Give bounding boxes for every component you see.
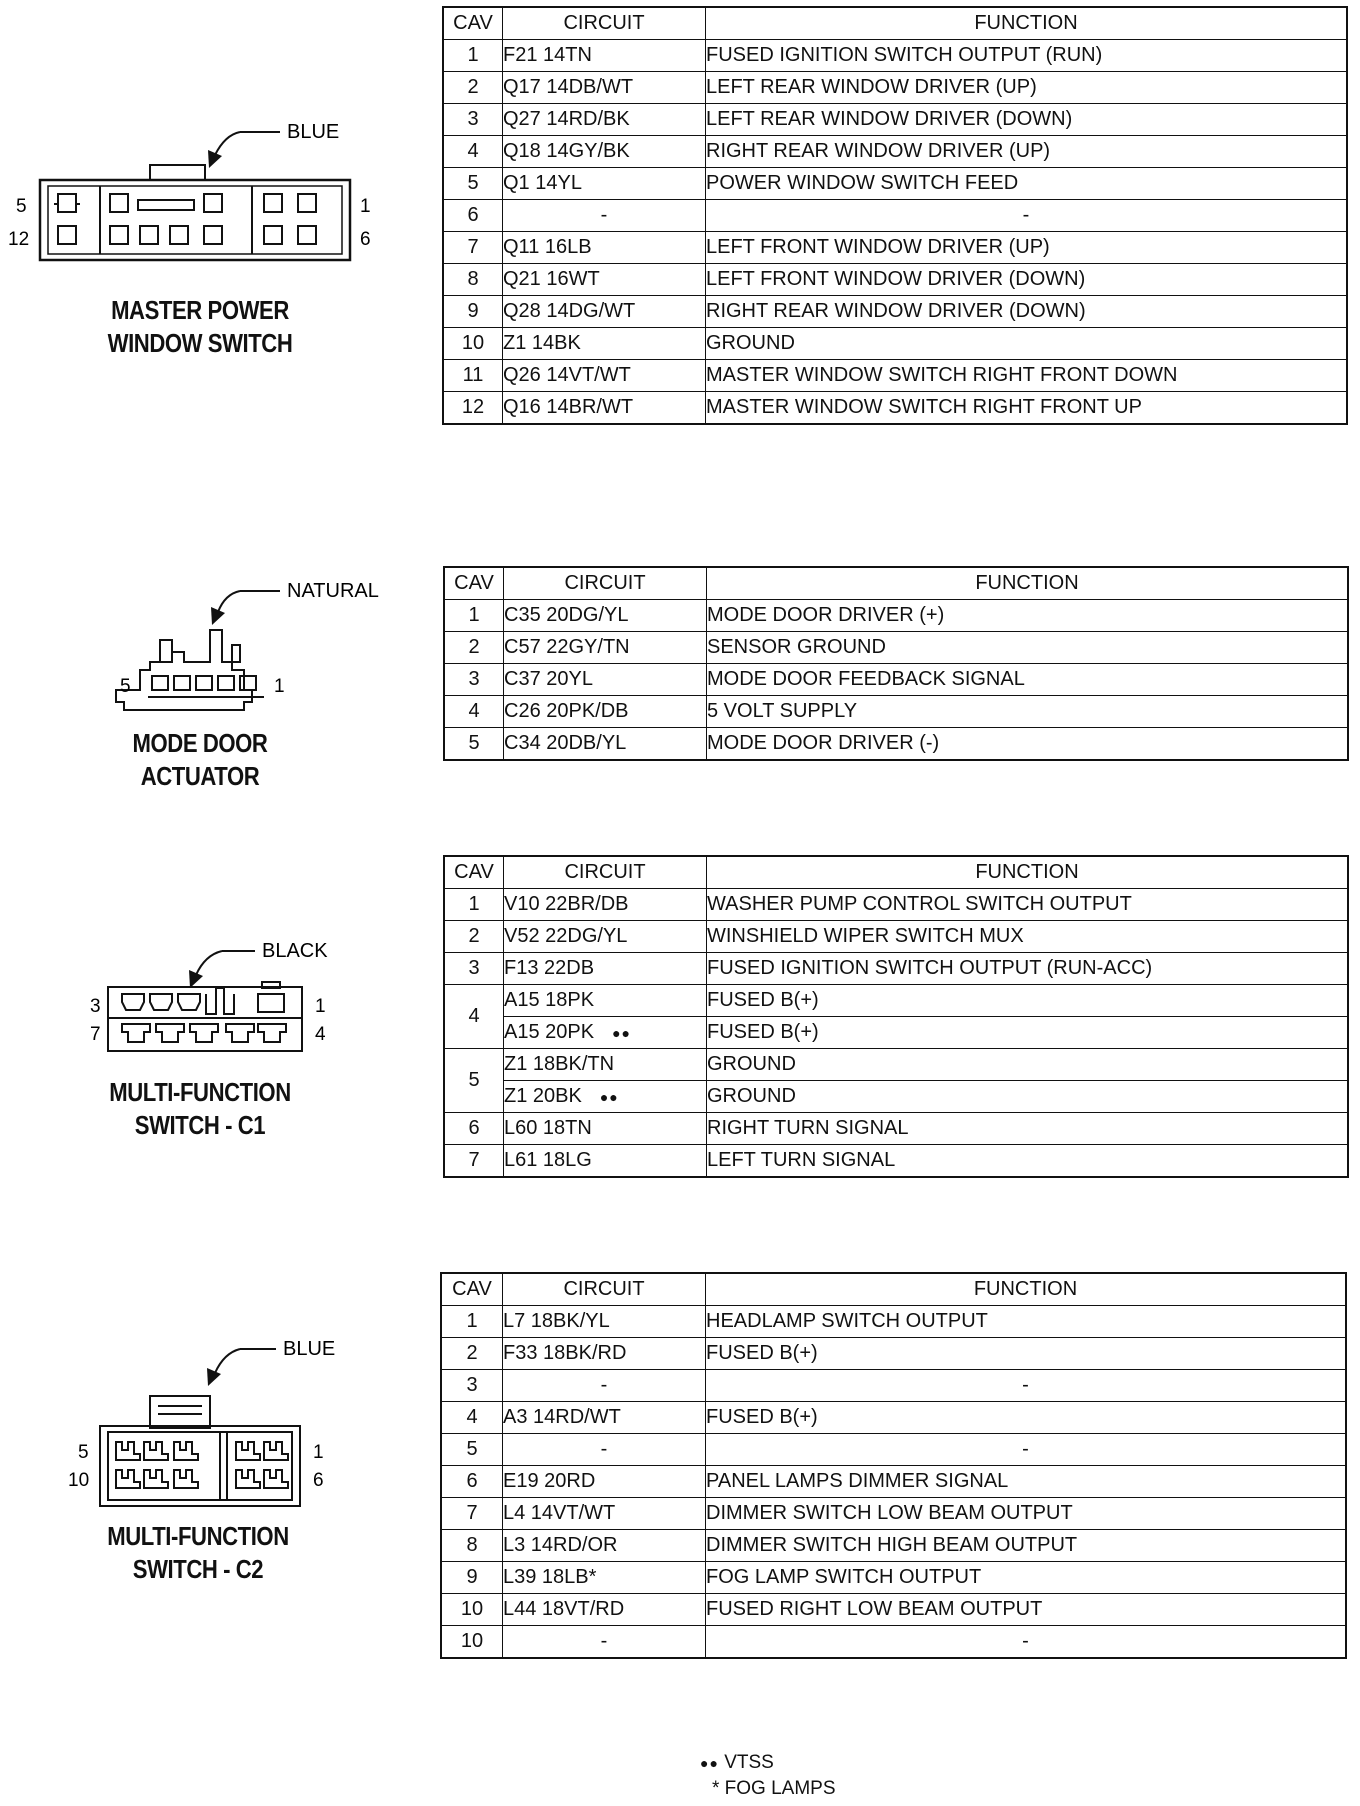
cell-function: RIGHT REAR WINDOW DRIVER (DOWN) — [706, 296, 1348, 328]
cell-cav: 4 — [444, 696, 504, 728]
table-header-row — [441, 1273, 1346, 1306]
title-line-1: MODE DOOR — [132, 728, 268, 758]
circuit-text: - — [600, 1630, 608, 1652]
cell-function: - — [706, 1370, 1347, 1402]
cell-function: LEFT FRONT WINDOW DRIVER (DOWN) — [706, 264, 1348, 296]
cell-circuit — [504, 1081, 707, 1113]
cell-circuit — [503, 1466, 706, 1498]
circuit-text: F21 14TN — [503, 44, 592, 66]
table-row — [441, 1594, 1346, 1626]
cell-circuit — [504, 632, 707, 664]
table-row — [441, 1466, 1346, 1498]
cell-cav: 2 — [441, 1338, 503, 1370]
cell-cav: 4 — [441, 1402, 503, 1434]
cell-cav: 10 — [441, 1626, 503, 1659]
cell-function: - — [706, 1626, 1347, 1659]
cell-cav: 7 — [444, 1145, 504, 1178]
cell-cav: 1 — [443, 40, 503, 72]
pin-label-right-bottom: 6 — [360, 229, 371, 250]
cell-circuit — [504, 1145, 707, 1178]
cell-function: MODE DOOR DRIVER (-) — [707, 728, 1349, 761]
circuit-text: Q28 14DG/WT — [503, 300, 636, 322]
header-cav: CAV — [444, 567, 504, 600]
cell-circuit — [503, 72, 706, 104]
table-row — [443, 264, 1347, 296]
vtss-marker-icon: ●● — [700, 1755, 719, 1771]
cell-circuit — [503, 1434, 706, 1466]
cell-circuit — [503, 40, 706, 72]
cell-cav: 4 — [443, 136, 503, 168]
connector-drawing — [0, 0, 440, 1600]
table-row — [444, 1145, 1348, 1178]
footnote-vtss — [700, 1750, 836, 1776]
circuit-text: L44 18VT/RD — [503, 1598, 625, 1620]
table-header-row — [444, 567, 1348, 600]
header-cav: CAV — [443, 7, 503, 40]
header-function: FUNCTION — [706, 7, 1348, 40]
cell-cav: 5 — [443, 168, 503, 200]
cell-function: 5 VOLT SUPPLY — [707, 696, 1349, 728]
circuit-text: V52 22DG/YL — [504, 925, 628, 947]
cell-cav: 6 — [441, 1466, 503, 1498]
pin-label-right-top: 1 — [315, 996, 326, 1017]
cell-circuit — [503, 1626, 706, 1659]
cell-function: GROUND — [706, 328, 1348, 360]
cell-cav: 2 — [443, 72, 503, 104]
table-row — [444, 1113, 1348, 1145]
cell-circuit — [503, 1306, 706, 1338]
cell-function: RIGHT TURN SIGNAL — [707, 1113, 1349, 1145]
cell-function: FUSED B(+) — [707, 1017, 1349, 1049]
color-label: BLACK — [262, 940, 328, 962]
table-row — [443, 40, 1347, 72]
cell-function: WINSHIELD WIPER SWITCH MUX — [707, 921, 1349, 953]
table-row — [441, 1306, 1346, 1338]
table-row — [444, 921, 1348, 953]
pin-label-left-bottom: 12 — [8, 229, 30, 250]
table-row — [443, 328, 1347, 360]
table-row — [441, 1562, 1346, 1594]
cell-function: MASTER WINDOW SWITCH RIGHT FRONT DOWN — [706, 360, 1348, 392]
cell-circuit — [503, 232, 706, 264]
table-row — [443, 232, 1347, 264]
table-row — [444, 632, 1348, 664]
circuit-text: Z1 14BK — [503, 332, 581, 354]
table-row — [443, 104, 1347, 136]
cell-cav: 1 — [441, 1306, 503, 1338]
circuit-text: L60 18TN — [504, 1117, 592, 1139]
circuit-text: A3 14RD/WT — [503, 1406, 621, 1428]
table-row — [443, 296, 1347, 328]
header-function: FUNCTION — [706, 1273, 1347, 1306]
circuit-text: Q18 14GY/BK — [503, 140, 630, 162]
table-row — [444, 953, 1348, 985]
cell-circuit — [504, 953, 707, 985]
circuit-text: L3 14RD/OR — [503, 1534, 618, 1556]
circuit-text: C26 20PK/DB — [504, 700, 629, 722]
cell-circuit — [503, 1370, 706, 1402]
cell-circuit — [504, 921, 707, 953]
table-row — [443, 200, 1347, 232]
pin-label-left-top: 5 — [16, 196, 27, 217]
table-row — [443, 360, 1347, 392]
header-function: FUNCTION — [707, 856, 1349, 889]
cell-circuit — [503, 200, 706, 232]
cell-cav: 11 — [443, 360, 503, 392]
cell-function: RIGHT REAR WINDOW DRIVER (UP) — [706, 136, 1348, 168]
cell-circuit — [503, 264, 706, 296]
title-line-1: MASTER POWER — [111, 295, 289, 325]
cell-circuit — [503, 1338, 706, 1370]
cell-circuit — [503, 104, 706, 136]
circuit-text: F13 22DB — [504, 957, 595, 979]
circuit-text: E19 20RD — [503, 1470, 596, 1492]
vtss-marker-icon: ●● — [612, 1025, 631, 1041]
pin-label-left: 5 — [120, 676, 131, 697]
table-row — [444, 696, 1348, 728]
cell-circuit — [503, 1562, 706, 1594]
circuit-text: Q17 14DB/WT — [503, 76, 634, 98]
cell-function: WASHER PUMP CONTROL SWITCH OUTPUT — [707, 889, 1349, 921]
cell-cav: 5 — [444, 728, 504, 761]
pin-label-right-top: 1 — [360, 196, 371, 217]
color-label: NATURAL — [287, 580, 379, 602]
vtss-label: VTSS — [724, 1752, 774, 1773]
circuit-text: L4 14VT/WT — [503, 1502, 616, 1524]
cell-cav: 10 — [441, 1594, 503, 1626]
cell-circuit — [504, 889, 707, 921]
cell-function: HEADLAMP SWITCH OUTPUT — [706, 1306, 1347, 1338]
circuit-text: Q16 14BR/WT — [503, 396, 634, 418]
cell-function: FUSED B(+) — [706, 1338, 1347, 1370]
header-circuit: CIRCUIT — [504, 567, 707, 600]
pin-label-left-bottom: 7 — [90, 1024, 101, 1045]
cell-function: MASTER WINDOW SWITCH RIGHT FRONT UP — [706, 392, 1348, 425]
circuit-text: Z1 20BK — [504, 1085, 582, 1107]
circuit-text: V10 22BR/DB — [504, 893, 629, 915]
cell-circuit — [504, 1113, 707, 1145]
table-row — [441, 1434, 1346, 1466]
title-line-2: ACTUATOR — [140, 761, 260, 791]
pin-label-right-bottom: 6 — [313, 1470, 324, 1491]
connector-title — [105, 1520, 292, 1586]
pin-label-right-top: 1 — [313, 1442, 324, 1463]
table-header-row — [443, 7, 1347, 40]
table-row — [444, 728, 1348, 761]
cell-function: GROUND — [707, 1081, 1349, 1113]
cell-circuit — [504, 664, 707, 696]
circuit-text: C34 20DB/YL — [504, 732, 627, 754]
cell-function: FOG LAMP SWITCH OUTPUT — [706, 1562, 1347, 1594]
table-row — [443, 168, 1347, 200]
circuit-text: C37 20YL — [504, 668, 593, 690]
cell-cav: 5 — [441, 1434, 503, 1466]
table-row — [444, 889, 1348, 921]
circuit-text: Q1 14YL — [503, 172, 582, 194]
table-row — [441, 1338, 1346, 1370]
cell-cav: 8 — [441, 1530, 503, 1562]
table-row — [441, 1402, 1346, 1434]
cell-cav: 7 — [441, 1498, 503, 1530]
cell-cav: 8 — [443, 264, 503, 296]
footnote-fog-lamps: * FOG LAMPS — [712, 1778, 836, 1799]
circuit-text: F33 18BK/RD — [503, 1342, 627, 1364]
pinout-table — [443, 566, 1349, 761]
pin-label-right: 1 — [274, 676, 285, 697]
cell-function: - — [706, 200, 1348, 232]
vtss-marker-icon: ●● — [599, 1089, 619, 1105]
cell-function: MODE DOOR FEEDBACK SIGNAL — [707, 664, 1349, 696]
table-row — [441, 1626, 1346, 1659]
color-label: BLUE — [287, 121, 340, 143]
header-circuit: CIRCUIT — [503, 1273, 706, 1306]
cell-function: MODE DOOR DRIVER (+) — [707, 600, 1349, 632]
title-line-1: MULTI-FUNCTION — [107, 1521, 289, 1551]
circuit-text: L61 18LG — [504, 1149, 592, 1171]
table-row — [443, 392, 1347, 425]
cell-cav: 6 — [444, 1113, 504, 1145]
pin-label-right-bottom: 4 — [315, 1024, 326, 1045]
cell-cav: 4 — [444, 985, 504, 1049]
cell-cav: 9 — [441, 1562, 503, 1594]
circuit-text: C35 20DG/YL — [504, 604, 629, 626]
cell-cav: 1 — [444, 600, 504, 632]
header-cav: CAV — [441, 1273, 503, 1306]
title-line-2: SWITCH - C1 — [134, 1110, 266, 1140]
cell-function: FUSED RIGHT LOW BEAM OUTPUT — [706, 1594, 1347, 1626]
pin-label-left-top: 3 — [90, 996, 101, 1017]
cell-cav: 7 — [443, 232, 503, 264]
table-header-row — [444, 856, 1348, 889]
cell-circuit — [503, 1594, 706, 1626]
cell-circuit — [503, 328, 706, 360]
header-function: FUNCTION — [707, 567, 1349, 600]
pin-label-left-bottom: 10 — [68, 1470, 90, 1491]
table-row — [444, 664, 1348, 696]
circuit-text: L39 18LB* — [503, 1566, 597, 1588]
circuit-text: C57 22GY/TN — [504, 636, 630, 658]
circuit-text: Q11 16LB — [503, 236, 592, 258]
cell-function: POWER WINDOW SWITCH FEED — [706, 168, 1348, 200]
cell-function: - — [706, 1434, 1347, 1466]
cell-circuit — [504, 600, 707, 632]
footnotes — [700, 1750, 836, 1802]
cell-function: FUSED IGNITION SWITCH OUTPUT (RUN) — [706, 40, 1348, 72]
cell-function: SENSOR GROUND — [707, 632, 1349, 664]
cell-function: LEFT REAR WINDOW DRIVER (UP) — [706, 72, 1348, 104]
cell-circuit — [504, 1017, 707, 1049]
cell-function: LEFT REAR WINDOW DRIVER (DOWN) — [706, 104, 1348, 136]
cell-cav: 1 — [444, 889, 504, 921]
cell-cav: 2 — [444, 632, 504, 664]
table-row — [441, 1498, 1346, 1530]
cell-circuit — [503, 1530, 706, 1562]
cell-cav: 10 — [443, 328, 503, 360]
pinout-table — [442, 6, 1348, 425]
title-line-2: SWITCH - C2 — [132, 1554, 264, 1584]
cell-function: LEFT FRONT WINDOW DRIVER (UP) — [706, 232, 1348, 264]
cell-cav: 9 — [443, 296, 503, 328]
title-line-2: WINDOW SWITCH — [107, 328, 293, 358]
cell-circuit — [503, 1498, 706, 1530]
title-line-1: MULTI-FUNCTION — [109, 1077, 291, 1107]
circuit-text: A15 18PK — [504, 989, 595, 1011]
cell-function: DIMMER SWITCH HIGH BEAM OUTPUT — [706, 1530, 1347, 1562]
pinout-table — [443, 855, 1349, 1178]
cell-function: FUSED IGNITION SWITCH OUTPUT (RUN-ACC) — [707, 953, 1349, 985]
cell-function: DIMMER SWITCH LOW BEAM OUTPUT — [706, 1498, 1347, 1530]
cell-cav: 3 — [441, 1370, 503, 1402]
cell-circuit — [504, 1049, 707, 1081]
circuit-text: A15 20PK — [504, 1021, 595, 1043]
cell-function: LEFT TURN SIGNAL — [707, 1145, 1349, 1178]
cell-circuit — [504, 985, 707, 1017]
cell-cav: 5 — [444, 1049, 504, 1113]
circuit-text: Z1 18BK/TN — [504, 1053, 615, 1075]
cell-cav: 3 — [444, 953, 504, 985]
header-cav: CAV — [444, 856, 504, 889]
cell-circuit — [503, 168, 706, 200]
cell-circuit — [503, 136, 706, 168]
cell-circuit — [504, 696, 707, 728]
header-circuit: CIRCUIT — [504, 856, 707, 889]
cell-function: PANEL LAMPS DIMMER SIGNAL — [706, 1466, 1347, 1498]
cell-function: FUSED B(+) — [707, 985, 1349, 1017]
circuit-text: Q26 14VT/WT — [503, 364, 631, 386]
circuit-text: Q21 16WT — [503, 268, 600, 290]
pinout-table — [440, 1272, 1347, 1659]
cell-cav: 12 — [443, 392, 503, 425]
circuit-text: L7 18BK/YL — [503, 1310, 610, 1332]
cell-cav: 6 — [443, 200, 503, 232]
table-row — [444, 985, 1348, 1017]
cell-cav: 3 — [443, 104, 503, 136]
circuit-text: - — [600, 1374, 608, 1396]
table-row — [444, 600, 1348, 632]
cell-function: FUSED B(+) — [706, 1402, 1347, 1434]
cell-circuit — [504, 728, 707, 761]
circuit-text: - — [600, 1438, 608, 1460]
table-row — [444, 1081, 1348, 1113]
cell-cav: 2 — [444, 921, 504, 953]
circuit-text: Q27 14RD/BK — [503, 108, 630, 130]
color-label: BLUE — [283, 1338, 336, 1360]
table-row — [441, 1530, 1346, 1562]
table-row — [444, 1017, 1348, 1049]
pin-label-left-top: 5 — [78, 1442, 89, 1463]
cell-circuit — [503, 360, 706, 392]
header-circuit: CIRCUIT — [503, 7, 706, 40]
cell-circuit — [503, 1402, 706, 1434]
cell-circuit — [503, 392, 706, 425]
table-row — [443, 72, 1347, 104]
table-row — [444, 1049, 1348, 1081]
cell-function: GROUND — [707, 1049, 1349, 1081]
table-row — [443, 136, 1347, 168]
cell-circuit — [503, 296, 706, 328]
circuit-text: - — [600, 204, 608, 226]
table-row — [441, 1370, 1346, 1402]
cell-cav: 3 — [444, 664, 504, 696]
